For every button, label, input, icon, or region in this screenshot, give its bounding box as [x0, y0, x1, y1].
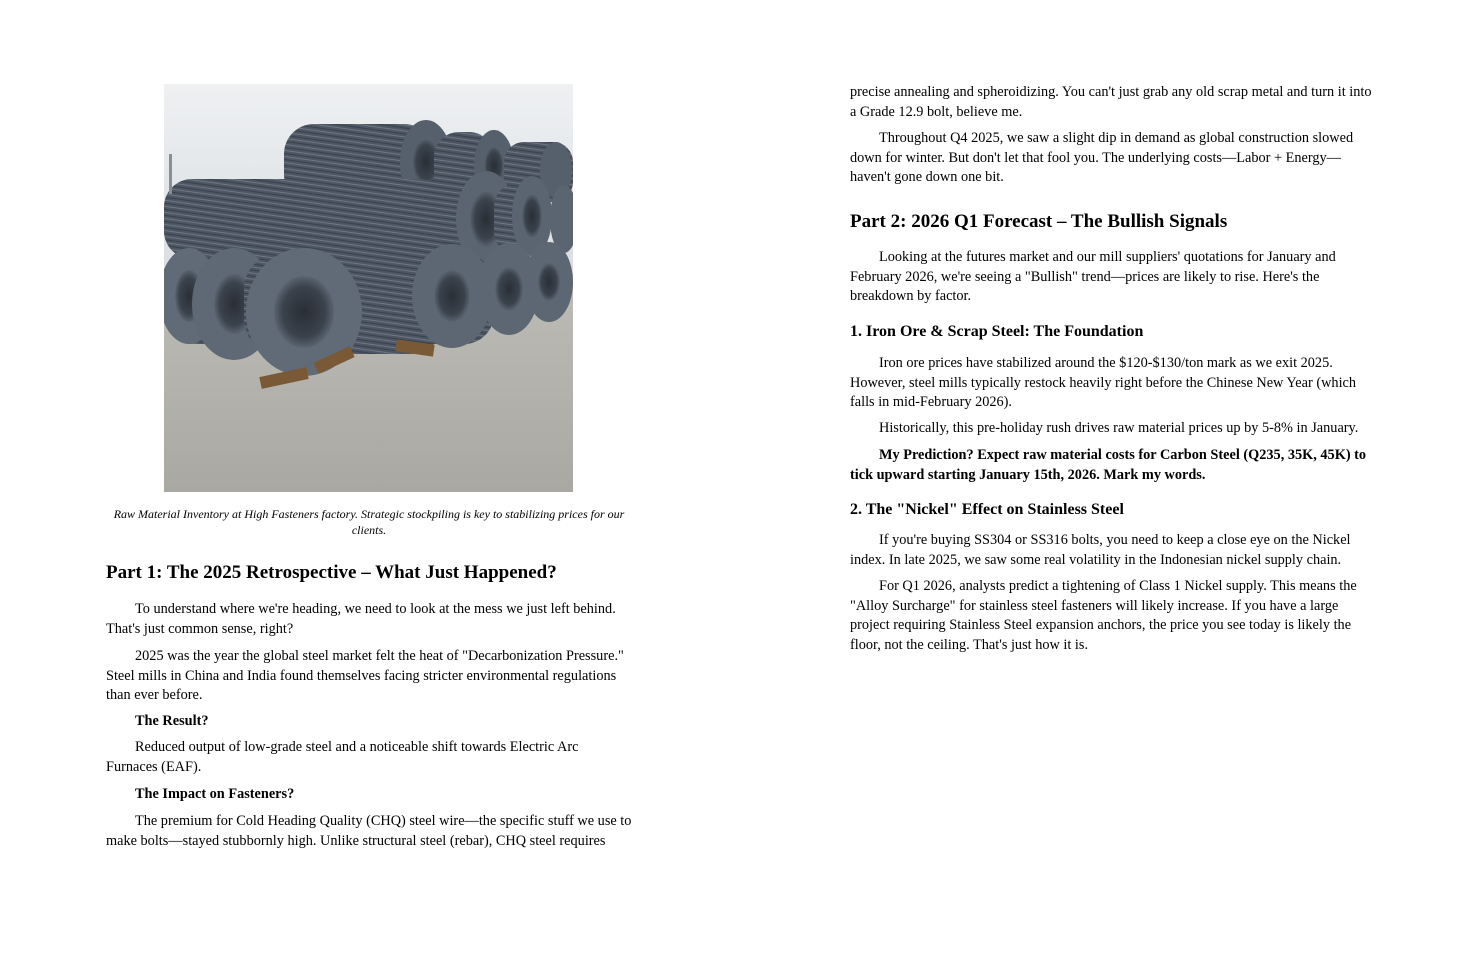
steel-coil-photo — [164, 84, 573, 492]
paragraph-nickel: If you're buying SS304 or SS316 bolts, you need to keep a close eye on the Nickel index. In late 2025, we saw some real volatility in the Indonesian nickel supply chain. — [850, 532, 1351, 568]
paragraph-forecast-intro: Looking at the futures market and our mill suppliers' quotations for January and February 2026, we're seeing a "Bullish" trend—prices are likely to rise. Here's the breakdown by factor. — [850, 249, 1336, 304]
paragraph-result: Reduced output of low-grade steel and a noticeable shift towards Electric Arc Furnaces (EAF). — [106, 739, 579, 775]
steel-coil-illustration — [164, 84, 573, 492]
paragraph-intro: To understand where we're heading, we need to look at the mess we just left behind. That's just common sense, right? — [106, 601, 616, 637]
impact-label: The Impact on Fasteners? — [135, 786, 295, 802]
paragraph-iron-ore: Iron ore prices have stabilized around the $120-$130/ton mark as we exit 2025. However, steel mills typically restock heavily right before the Chinese New Year (which falls in mid-February 2026). — [850, 355, 1357, 410]
part1-heading: Part 1: The 2025 Retrospective – What Just Happened? — [106, 562, 557, 583]
paragraph-prediction: My Prediction? Expect raw material costs for Carbon Steel (Q235, 35K, 45K) to tick upward starting January 15th, 2026. Mark my words. — [850, 447, 1367, 483]
part2-heading: Part 2: 2026 Q1 Forecast – The Bullish Signals — [850, 211, 1228, 232]
paragraph-surcharge: For Q1 2026, analysts predict a tightening of Class 1 Nickel supply. This means the "Alloy Surcharge" for stainless steel fasteners will likely increase. If you have a large project requiring Stainless Steel expansion anchors, the price you see today is likely the floor, not the ceiling. That's just how it is. — [850, 578, 1357, 653]
section1-heading: 1. Iron Ore & Scrap Steel: The Foundation — [850, 323, 1144, 340]
result-label: The Result? — [135, 713, 209, 729]
paragraph-decarbonization: 2025 was the year the global steel market felt the heat of "Decarbonization Pressure." Steel mills in China and India found themselves facing stricter environmental regulations than ever before. — [106, 648, 624, 703]
figure-caption: Raw Material Inventory at High Fasteners factory. Strategic stockpiling is key to stabilizing prices for our clients. — [113, 507, 625, 537]
paragraph-historically: Historically, this pre-holiday rush drives raw material prices up by 5-8% in January. — [879, 420, 1359, 436]
section2-heading: 2. The "Nickel" Effect on Stainless Steel — [850, 501, 1124, 518]
paragraph-q4: Throughout Q4 2025, we saw a slight dip in demand as global construction slowed down for winter. But don't let that fool you. The underlying costs—Labor + Energy—haven't gone down one bit. — [850, 130, 1354, 185]
paragraph-continued: precise annealing and spheroidizing. You can't just grab any old scrap metal and turn it into a Grade 12.9 bolt, believe me. — [850, 84, 1372, 120]
paragraph-impact: The premium for Cold Heading Quality (CHQ) steel wire—the specific stuff we use to make bolts—stayed stubbornly high. Unlike structural steel (rebar), CHQ steel requires — [106, 813, 632, 849]
